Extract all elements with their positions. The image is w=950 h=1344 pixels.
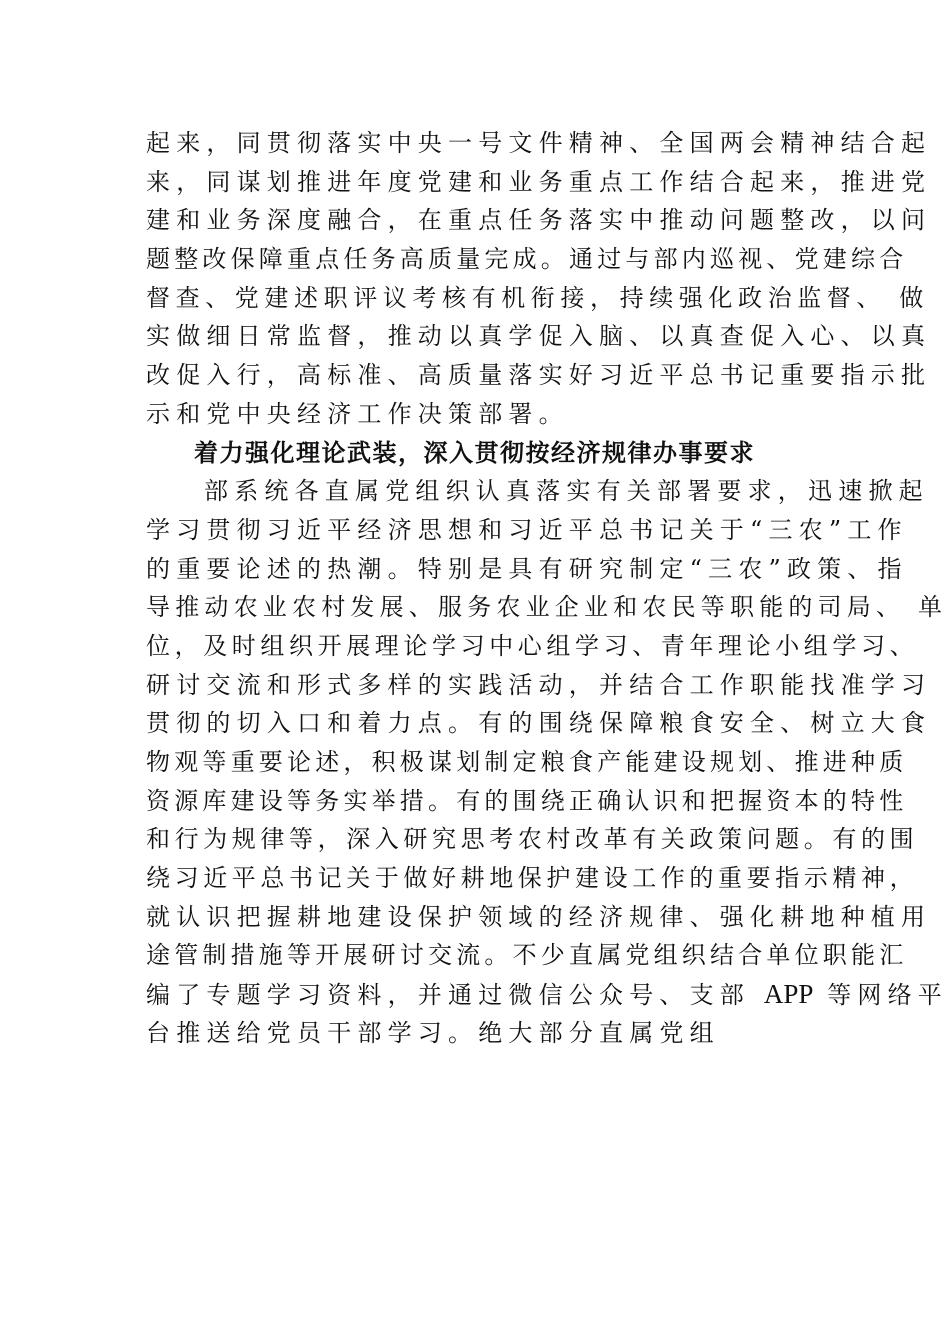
text-line: 实做细日常监督，推动以真学促入脑、以真查促入心、以真 — [146, 322, 932, 351]
text-line: 题整改保障重点任务高质量完成。通过与部内巡视、党建综合 — [146, 245, 908, 274]
text-line: 督查、党建述职评议考核有机衔接，持续强化政治监督、 做 — [146, 283, 929, 312]
text-line — [146, 975, 948, 1014]
text-line: 起来，同贯彻落实中央一号文件精神、全国两会精神结合起 — [146, 129, 932, 157]
text-line: 绕习近平总书记关于做好耕地保护建设工作的重要指示精神， — [146, 864, 919, 893]
paragraph-1 — [146, 124, 932, 434]
text-line: 和行为规律等，深入研究思考农村改革有关政策问题。有的围 — [146, 825, 919, 854]
paragraph-2 — [146, 472, 948, 1052]
text-line: 途管制措施等开展研讨交流。不少直属党组织结合单位职能汇 — [146, 941, 908, 970]
text-line: 物观等重要论述，积极谋划制定粮食产能建设规划、推进种质 — [146, 748, 908, 776]
text-line: 来，同谋划推进年度党建和业务重点工作结合起来，推进党 — [146, 167, 932, 196]
section-heading: 着力强化理论武装，深入贯彻按经济规律办事要求 — [194, 437, 755, 467]
text-segment: 等网络平 — [813, 981, 948, 1010]
text-line: 导推动农业农村发展、服务农业企业和农民等职能的司局、 单 — [146, 593, 948, 622]
text-line: 资源库建设等务实举措。有的围绕正确认识和把握资本的特性 — [146, 786, 908, 815]
text-line: 就认识把握耕地建设保护领域的经济规律、强化耕地种植用 — [146, 902, 932, 931]
text-line: 学习贯彻习近平经济思想和习近平总书记关于“三农”工作 — [146, 515, 908, 544]
document-page — [146, 124, 948, 1053]
text-line: 研讨交流和形式多样的实践活动，并结合工作职能找准学习 — [146, 670, 932, 699]
text-line: 的重要论述的热潮。特别是具有研究制定“三农”政策、指 — [146, 554, 908, 583]
text-line: 改促入行，高标准、高质量落实好习近平总书记重要指示批 — [146, 361, 932, 390]
text-line: 贯彻的切入口和着力点。有的围绕保障粮食安全、树立大食 — [146, 709, 932, 738]
text-line: 台推送给党员干部学习。绝大部分直属党组 — [146, 1018, 720, 1047]
text-line: 部系统各直属党组织认真落实有关部署要求，迅速掀起 — [204, 477, 929, 506]
text-line: 位，及时组织开展理论学习中心组学习、青年理论小组学习、 — [146, 631, 919, 660]
text-line: 建和业务深度融合，在重点任务落实中推动问题整改，以问 — [146, 206, 932, 235]
text-segment: 编了专题学习资料，并通过微信公众号、支部 — [146, 981, 764, 1010]
app-term: APP — [763, 979, 814, 1010]
text-line: 示和党中央经济工作决策部署。 — [146, 399, 569, 428]
